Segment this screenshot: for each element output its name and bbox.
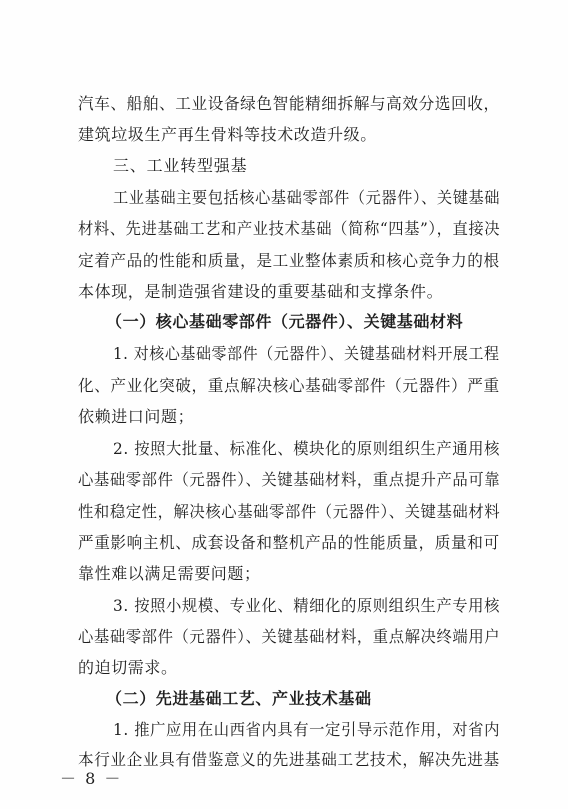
paragraph-line: 2. 按照大批量、标准化、模块化的原则组织生产通用核 (113, 439, 500, 458)
paragraph-line: 建筑垃圾生产再生骨料等技术改造升级。 (78, 125, 377, 144)
paragraph-line: 化、产业化突破，重点解决核心基础零部件（元器件）严重 (78, 376, 500, 395)
paragraph-line: 汽车、船舶、工业设备绿色智能精细拆解与高效分选回收， (78, 94, 500, 113)
paragraph-line: 1. 推广应用在山西省内具有一定引导示范作用，对省内 (113, 720, 500, 739)
paragraph-line: 心基础零部件（元器件）、关键基础材料，重点提升产品可靠 (78, 470, 501, 489)
paragraph-line: 本行业企业具有借鉴意义的先进基础工艺技术，解决先进基 (78, 750, 500, 769)
paragraph-line: 性和稳定性，解决核心基础零部件（元器件）、关键基础材料 (78, 502, 501, 521)
paragraph-line: 严重影响主机、成套设备和整机产品的性能质量，质量和可 (78, 533, 500, 552)
paragraph-line: 本体现，是制造强省建设的重要基础和支撑条件。 (78, 282, 444, 301)
paragraph-line: 心基础零部件（元器件）、关键基础材料，重点解决终端用户 (78, 627, 501, 646)
paragraph-line: 材料、先进基础工艺和产业技术基础（简称“四基”），直接决 (78, 219, 501, 238)
paragraph-line: 的迫切需求。 (78, 658, 178, 677)
section-heading: 三、工业转型强基 (113, 156, 248, 175)
subsection-heading: （二）先进基础工艺、产业技术基础 (106, 689, 372, 708)
paragraph-line: 依赖进口问题； (78, 407, 195, 426)
subsection-heading: （一）核心基础零部件（元器件）、关键基础材料 (106, 312, 464, 331)
paragraph-line: 1. 对核心基础零部件（元器件）、关键基础材料开展工程 (113, 344, 500, 363)
paragraph-line: 定着产品的性能和质量，是工业整体素质和核心竞争力的根 (78, 251, 500, 270)
page-number: － 8 － (60, 769, 123, 788)
paragraph-line: 工业基础主要包括核心基础零部件（元器件）、关键基础 (113, 188, 501, 207)
paragraph-line: 靠性难以满足需要问题； (78, 564, 261, 583)
paragraph-line: 3. 按照小规模、专业化、精细化的原则组织生产专用核 (113, 596, 500, 615)
